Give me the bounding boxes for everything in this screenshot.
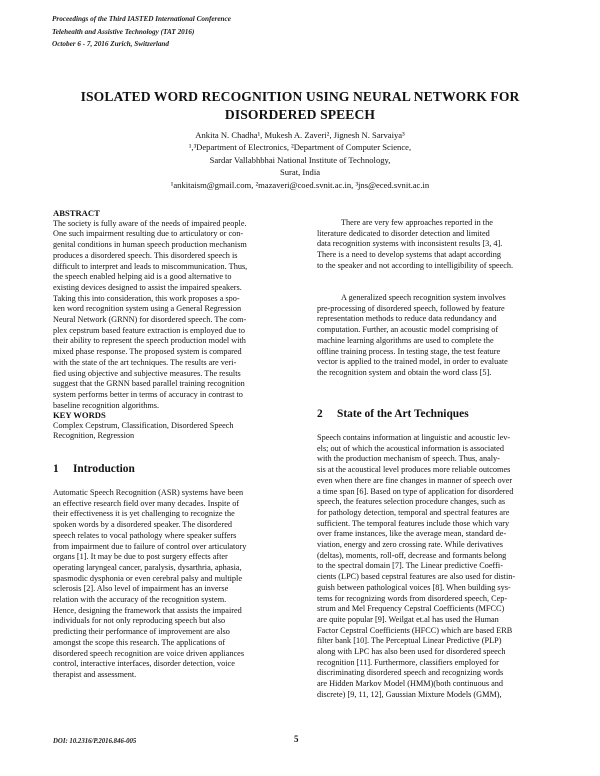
motivation-body <box>317 218 561 272</box>
abstract-section <box>53 208 297 411</box>
abstract-line: The society is fully aware of the needs of impaired people. <box>53 218 247 228</box>
sota-line: filter bank [10]. The Perceptual Linear Predictive (PLP) <box>317 636 502 646</box>
abstract-line: Taking this into consideration, this work proposes a spo- <box>53 293 240 303</box>
intro-line: speech relates to vocal pathology where speaker suffers <box>53 530 237 540</box>
conference-date: October 6 - 7, 2016 Zurich, Switzerland <box>52 40 170 48</box>
author-names: Ankita N. Chadha¹, Mukesh A. Zaveri², Jignesh N. Sarvaiya³ <box>195 130 405 140</box>
title-line-2: DISORDERED SPEECH <box>224 106 376 122</box>
keywords-section <box>53 410 297 442</box>
section-number: 2 <box>317 408 323 420</box>
doi: DOI: 10.2316/P.2016.846-005 <box>53 738 137 745</box>
abstract-line: Neural Network (GRNN) for disordered speech. The com- <box>53 315 247 325</box>
sota-line: discrete) [9, 11, 12], Gaussian Mixture Models (GMM), <box>317 689 502 699</box>
conference-name: Proceedings of the Third IASTED International Conference <box>52 15 231 23</box>
sota-line: to the spectral domain [7]. The Linear predictive Coeffi- <box>317 561 503 571</box>
paragraph-line: literature dedicated to disorder detection and limited <box>317 228 490 238</box>
motivation-paragraph <box>317 218 561 272</box>
sota-line: speech, the features selection procedure changes, such as <box>317 497 506 507</box>
keywords-body <box>53 421 297 442</box>
sota-line: sufficient. The temporal features include those which vary <box>317 518 510 528</box>
abstract-line: system performs better in terms of accuracy in contrast to <box>53 389 243 399</box>
sota-line: guish between pathological voices [8]. When building sys- <box>317 582 511 592</box>
conference-track: Telehealth and Assistive Technology (TAT 2016) <box>52 27 195 36</box>
sota-line: viation, energy and zero crossing rate. While derivatives <box>317 540 503 550</box>
intro-line: organs [1]. It may be due to post surgery effects after <box>53 552 228 562</box>
intro-line: operating laryngeal cancer, paralysis, dysarthria, aphasia, <box>53 562 242 572</box>
intro-line: from impairment due to failure of control over articulatory <box>53 541 247 551</box>
intro-line: sclerosis [2]. Also level of impairment has an inverse <box>53 584 229 594</box>
abstract-line: with the state of the art techniques. The results are veri- <box>53 357 237 367</box>
introduction-heading <box>53 463 297 476</box>
paragraph-line: pre-processing of disordered speech, followed by feature <box>317 303 505 313</box>
keywords-line: Recognition, Regression <box>53 431 135 441</box>
system-overview-paragraph <box>317 293 561 379</box>
state-of-art-section <box>317 408 561 701</box>
section-title: State of the Art Techniques <box>337 408 469 420</box>
introduction-section <box>53 463 297 681</box>
abstract-line: baseline recognition algorithms. <box>53 400 160 410</box>
abstract-line: ken word recognition system using a General Regression <box>53 304 242 314</box>
abstract-line: plex cepstrum based feature extraction is employed due to <box>53 325 245 335</box>
sota-line: sis at the acoustical level produces more reliable outcomes <box>317 465 511 475</box>
paragraph-line: vector is applied to the trained model, in order to evaluate <box>317 357 508 367</box>
abstract-line: One such impairment resulting due to articulatory or con- <box>53 229 244 239</box>
paragraph-line: There is a need to develop systems that adapt according <box>317 250 501 260</box>
paragraph-line: machine learning algorithms are used to complete the <box>317 335 494 345</box>
page-number: 5 <box>294 734 299 744</box>
author-city: Surat, India <box>279 167 321 178</box>
sota-line: are Hidden Markov Model (HMM)(both continuous and <box>317 679 504 689</box>
system-overview-body <box>317 293 561 379</box>
intro-line: therapist and assessment. <box>53 669 137 679</box>
sota-line: over frame instances, like the average mean, standard de- <box>317 529 507 539</box>
abstract-body <box>53 219 297 412</box>
intro-line: their effectiveness it is yet challenging to recognize the <box>53 509 235 519</box>
sota-line: along with LPC has also been used for disordered speech <box>317 647 506 657</box>
introduction-body <box>53 488 297 681</box>
sota-line: Speech contains information at linguistic and acoustic lev- <box>317 433 511 442</box>
author-block <box>40 129 560 191</box>
intro-line: spoken words by a disordered speaker. The disordered <box>53 520 233 530</box>
intro-line: Automatic Speech Recognition (ASR) systems have been <box>53 488 244 497</box>
sota-line: Factor Cepstral Coefficients (HFCC) which are based ERB <box>317 625 513 635</box>
sota-line: a time span [6]. Based on type of application for disordered <box>317 486 514 496</box>
abstract-line: their ability to represent the speech production model with <box>53 336 246 346</box>
paragraph-line: data recognition systems with inconsistent results [3, 4]. <box>317 239 503 249</box>
abstract-line: existing devices designed to assist the impaired speakers. <box>53 282 242 292</box>
keywords-heading: KEY WORDS <box>53 410 106 420</box>
author-institute: Sardar Vallabhbhai National Institute of Technology, <box>209 154 391 165</box>
keywords-line: Complex Cepstrum, Classification, Disordered Speech <box>53 420 234 430</box>
section-title: Introduction <box>73 463 135 475</box>
abstract-line: difficult to interpret and leads to miscommunication. Thus, <box>53 261 248 271</box>
intro-line: amongst the scope this research. The applications of <box>53 637 226 647</box>
sota-line: even when there are fine changes in manner of speech over <box>317 475 513 485</box>
intro-line: individuals for not only reproducing speech but also <box>53 616 226 626</box>
abstract-line: suggest that the GRNN based parallel training recognition <box>53 379 245 389</box>
sota-line: cients (LPC) based cepstral features are also used for distin- <box>317 572 516 582</box>
abstract-line: the speech enabled helping aid is a good alternative to <box>53 272 232 282</box>
intro-line: control, interactive interfaces, disorder detection, voice <box>53 659 235 669</box>
paragraph-line: to the speaker and not according to intelligibility of speech. <box>317 260 514 270</box>
paragraph-line: computation. Further, an acoustic model comprising of <box>317 325 499 335</box>
state-of-art-heading <box>317 408 561 421</box>
sota-line: recognition [11]. Furthermore, classifiers employed for <box>317 657 499 667</box>
intro-line: predicting their performance of improvement are also <box>53 627 230 637</box>
author-emails: ¹ankitaism@gmail.com, ²mazaveri@coed.svnit.ac.in, ³jns@eced.svnit.ac.in <box>170 179 430 190</box>
section-number: 1 <box>53 463 59 475</box>
sota-line: tems for recognizing words from disordered speech, Cep- <box>317 593 508 603</box>
abstract-heading: ABSTRACT <box>53 208 100 218</box>
paragraph-line: There are very few approaches reported in the <box>341 218 493 227</box>
abstract-line: mixed phase response. The proposed system is compared <box>53 347 242 357</box>
intro-line: disordered speech recognition are voice driven appliances <box>53 648 245 658</box>
abstract-line: produces a disordered speech. This disordered speech is <box>53 250 238 260</box>
sota-line: strum and Mel Frequency Cepstral Coefficients (MFCC) <box>317 604 505 614</box>
paragraph-line: the recognition system and obtain the word class [5]. <box>317 367 492 377</box>
paper-title <box>40 88 560 123</box>
sota-line: are quite popular [9]. Weilgat et.al has used the Human <box>317 614 499 624</box>
paragraph-line: offline training process. In testing stage, the test feature <box>317 346 501 356</box>
abstract-line: fied using objective and subjective measures. The results <box>53 368 241 378</box>
intro-line: an effective research field over many decades. Inspite of <box>53 498 240 508</box>
author-departments: ¹,³Department of Electronics, ²Department of Computer Science, <box>188 142 412 153</box>
sota-line: els; out of which the acoustical information is associated <box>317 443 504 453</box>
paragraph-line: A generalized speech recognition system involves <box>341 293 506 302</box>
conference-header <box>52 13 472 51</box>
intro-line: Hence, designing the framework that assists the impaired <box>53 605 242 615</box>
sota-line: for pathology detection, temporal and spectral features are <box>317 507 510 517</box>
abstract-line: genital conditions in human speech production mechanism <box>53 240 247 250</box>
paragraph-line: representation methods to reduce data redundancy and <box>317 314 497 324</box>
state-of-art-body <box>317 433 561 701</box>
sota-line: (deltas), moments, roll-off, decrease and formants belong <box>317 550 507 560</box>
intro-line: spasmodic dysphonia or even cerebral palsy and multiple <box>53 573 243 583</box>
title-line-1: ISOLATED WORD RECOGNITION USING NEURAL NETWORK FOR <box>80 89 520 104</box>
intro-line: relation with the accuracy of the recognition system. <box>53 595 227 605</box>
sota-line: with the production mechanism of speech. Thus, analy- <box>317 454 500 464</box>
sota-line: discriminating disordered speech and recognizing words <box>317 668 504 678</box>
